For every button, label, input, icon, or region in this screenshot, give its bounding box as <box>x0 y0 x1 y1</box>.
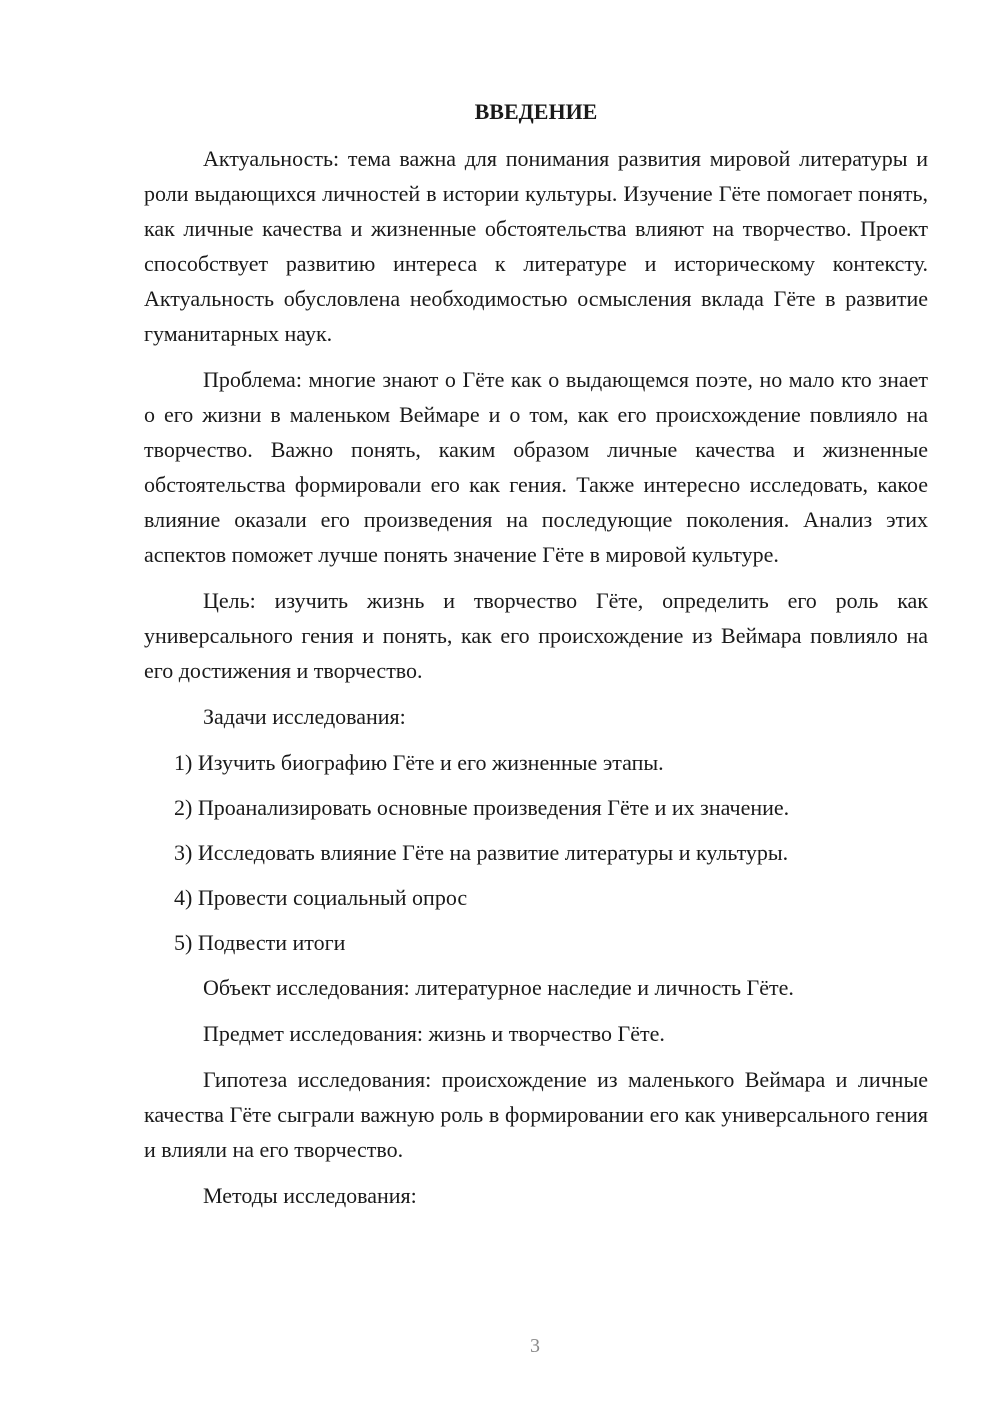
task-item: 4) Провести социальный опрос <box>174 885 468 910</box>
task-item: 1) Изучить биографию Гёте и его жизненные этапы. <box>174 750 664 775</box>
task-item: 5) Подвести итоги <box>174 930 346 955</box>
object-paragraph: Объект исследования: литературное наследие и личность Гёте. <box>203 975 794 1000</box>
task-item: 2) Проанализировать основные произведения Гёте и их значение. <box>174 795 790 820</box>
task-item: 3) Исследовать влияние Гёте на развитие литературы и культуры. <box>174 840 789 865</box>
relevance-paragraph: Актуальность: тема важна для понимания развития мировой литературы и роли выдающихся личностей в истории культуры. Изучение Гёте помогает понять, как личные качества и жизненные обстоятельства влияют на творчество. Проект способствует развитию интереса к литературе и историческому контексту. Актуальность обусловлена необходимостью осмысления вклада Гёте в развитие гуманитарных наук. <box>144 146 928 346</box>
subject-paragraph: Предмет исследования: жизнь и творчество Гёте. <box>203 1021 665 1046</box>
problem-paragraph: Проблема: многие знают о Гёте как о выдающемся поэте, но мало кто знает о его жизни в маленьком Веймаре и о том, как его происхождение повлияло на творчество. Важно понять, каким образом личные качества и жизненные обстоятельства формировали его как гения. Также интересно исследовать, какое влияние оказали его произведения на последующие поколения. Анализ этих аспектов поможет лучше понять значение Гёте в мировой культуре. <box>144 367 928 567</box>
tasks-list <box>144 745 928 960</box>
hypothesis-paragraph: Гипотеза исследования: происхождение из маленького Веймара и личные качества Гёте сыграли важную роль в формировании его как универсального гения и влияли на его творчество. <box>144 1067 928 1162</box>
section-title: ВВЕДЕНИЕ <box>474 99 598 124</box>
goal-paragraph: Цель: изучить жизнь и творчество Гёте, определить его роль как универсального гения и понять, как его происхождение из Веймара повлияло на его достижения и творчество. <box>144 588 928 683</box>
methods-heading: Методы исследования: <box>203 1183 417 1208</box>
document-body <box>144 94 928 1224</box>
page-number: 3 <box>530 1335 540 1357</box>
tasks-heading: Задачи исследования: <box>203 704 406 729</box>
